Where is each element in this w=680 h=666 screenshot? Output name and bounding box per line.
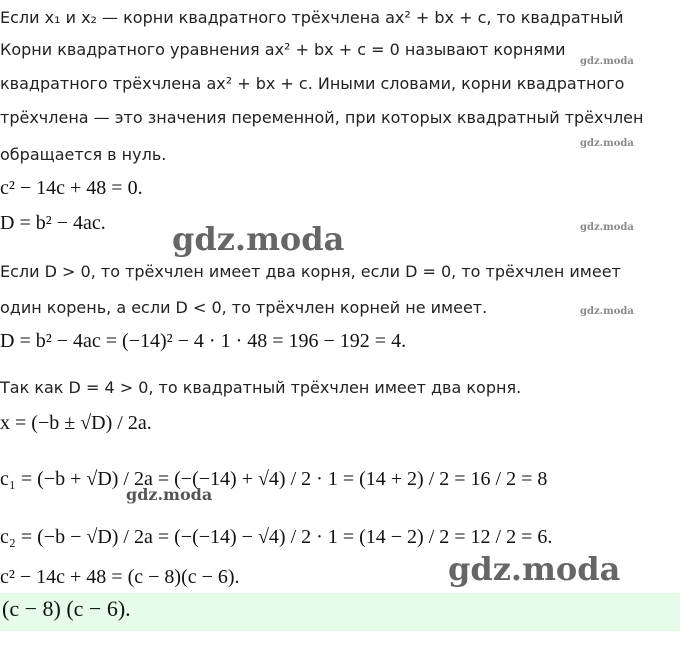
watermark-mid: gdz.moda: [126, 485, 213, 504]
paragraph-definition-line-4: обращается в нуль.: [0, 145, 167, 164]
answer: (c − 8) (c − 6).: [2, 596, 131, 621]
roots-formula: x = (−b ± √D) / 2a.: [0, 412, 152, 434]
paragraph-definition-line-1: Корни квадратного уравнения ax² + bx + c = 0 называют корнями: [0, 40, 566, 59]
factorization: c² − 14c + 48 = (c − 8)(c − 6).: [0, 566, 240, 588]
watermark-big: gdz.moda: [172, 220, 345, 258]
root-c2: c₂ = (−b − √D) / 2a = (−(−14) − √4) / 2 · 1 = (14 − 2) / 2 = 12 / 2 = 6.: [0, 526, 553, 548]
discriminant-calculation: D = b² − 4ac = (−14)² − 4 · 1 · 48 = 196 − 192 = 4.: [0, 330, 407, 352]
watermark-big: gdz.moda: [448, 550, 621, 588]
answer-highlight: [0, 593, 680, 631]
watermark-small: gdz.moda: [580, 222, 634, 233]
paragraph-definition-line-3: трёхчлена — это значения переменной, при которых квадратный трёхчлен: [0, 108, 644, 127]
root-c1: c₁ = (−b + √D) / 2a = (−(−14) + √4) / 2 · 1 = (14 + 2) / 2 = 16 / 2 = 8: [0, 468, 548, 490]
watermark-small: gdz.moda: [580, 56, 634, 67]
paragraph-discriminant-cases-line-2: один корень, а если D < 0, то трёхчлен корней не имеет.: [0, 298, 488, 317]
paragraph-definition-line-2: квадратного трёхчлена ax² + bx + c. Иными словами, корни квадратного: [0, 74, 625, 93]
paragraph-discriminant-cases-line-1: Если D > 0, то трёхчлен имеет два корня, если D = 0, то трёхчлен имеет: [0, 262, 621, 281]
watermark-small: gdz.moda: [580, 306, 634, 317]
equation: c² − 14c + 48 = 0.: [0, 177, 143, 199]
paragraph-two-roots: Так как D = 4 > 0, то квадратный трёхчлен имеет два корня.: [0, 378, 522, 397]
watermark-small: gdz.moda: [580, 138, 634, 149]
paragraph-roots-statement: Если x₁ и x₂ — корни квадратного трёхчлена ax² + bx + c, то квадратный: [0, 8, 624, 27]
discriminant-definition: D = b² − 4ac.: [0, 212, 106, 234]
